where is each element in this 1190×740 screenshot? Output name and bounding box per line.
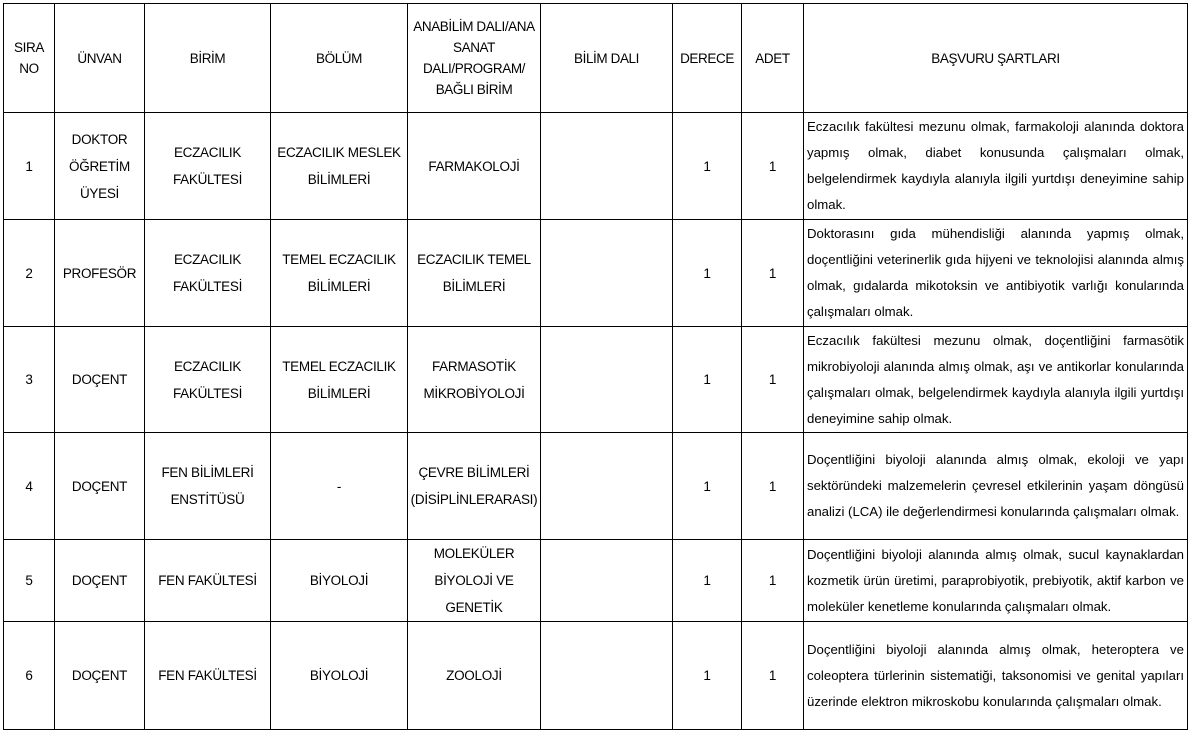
cell-sira: 1 xyxy=(4,113,55,220)
positions-table xyxy=(3,3,1188,730)
header-derece: DERECE xyxy=(673,4,742,113)
cell-sartlar: Eczacılık fakültesi mezunu olmak, doçentliğini farmasötik mikrobiyoloji alanında almış olmak, aşı ve antikorlar konularında çalışmaları olmak, belgelendirmek kaydıyla alanıyla ilgili yurtdışı deneyimine sahip olmak. xyxy=(804,327,1188,433)
cell-sira: 2 xyxy=(4,220,55,327)
cell-anabilim: ÇEVRE BİLİMLERİ (DİSİPLİNLERARASI) xyxy=(408,433,541,540)
cell-anabilim: ECZACILIK TEMEL BİLİMLERİ xyxy=(408,220,541,327)
cell-bilim xyxy=(541,113,673,220)
header-basvuru-sartlari: BAŞVURU ŞARTLARI xyxy=(804,4,1188,113)
cell-birim: FEN FAKÜLTESİ xyxy=(145,622,271,730)
header-anabilim-dali: ANABİLİM DALI/ANA SANAT DALI/PROGRAM/ BAĞLI BİRİM xyxy=(408,4,541,113)
cell-bolum: TEMEL ECZACILIK BİLİMLERİ xyxy=(271,220,408,327)
cell-derece: 1 xyxy=(673,622,742,730)
cell-unvan: DOKTOR ÖĞRETİM ÜYESİ xyxy=(55,113,145,220)
cell-bolum: BİYOLOJİ xyxy=(271,540,408,622)
cell-bilim xyxy=(541,433,673,540)
header-sira-no: SIRA NO xyxy=(4,4,55,113)
cell-anabilim: FARMAKOLOJİ xyxy=(408,113,541,220)
header-adet: ADET xyxy=(742,4,804,113)
cell-birim: ECZACILIK FAKÜLTESİ xyxy=(145,113,271,220)
cell-unvan: PROFESÖR xyxy=(55,220,145,327)
header-row xyxy=(4,4,1188,113)
cell-adet: 1 xyxy=(742,113,804,220)
table-row xyxy=(4,113,1188,220)
cell-anabilim: MOLEKÜLER BİYOLOJİ VE GENETİK xyxy=(408,540,541,622)
cell-sartlar: Doktorasını gıda mühendisliği alanında yapmış olmak, doçentliğini veterinerlik gıda hijyeni ve teknolojisi alanında almış olmak, gıdalarda mikotoksin ve antibiyotik varlığı konularında çalışmaları olmak. xyxy=(804,220,1188,327)
table-row xyxy=(4,540,1188,622)
cell-adet: 1 xyxy=(742,220,804,327)
cell-bilim xyxy=(541,327,673,433)
cell-derece: 1 xyxy=(673,540,742,622)
cell-bolum: ECZACILIK MESLEK BİLİMLERİ xyxy=(271,113,408,220)
cell-bolum: TEMEL ECZACILIK BİLİMLERİ xyxy=(271,327,408,433)
cell-sira: 3 xyxy=(4,327,55,433)
cell-bolum: - xyxy=(271,433,408,540)
cell-adet: 1 xyxy=(742,327,804,433)
cell-bilim xyxy=(541,540,673,622)
cell-derece: 1 xyxy=(673,433,742,540)
cell-sartlar: Doçentliğini biyoloji alanında almış olmak, heteroptera ve coleoptera türlerinin sistematiği, taksonomisi ve genital yapıları üzerinde elektron mikroskobu konularında çalışmaları olmak. xyxy=(804,622,1188,730)
cell-sira: 6 xyxy=(4,622,55,730)
header-bilim-dali: BİLİM DALI xyxy=(541,4,673,113)
table-row xyxy=(4,220,1188,327)
cell-anabilim: FARMASOTİK MİKROBİYOLOJİ xyxy=(408,327,541,433)
cell-birim: FEN BİLİMLERİ ENSTİTÜSÜ xyxy=(145,433,271,540)
cell-sartlar: Doçentliğini biyoloji alanında almış olmak, sucul kaynaklardan kozmetik ürün üretimi, paraprobiyotik, prebiyotik, aktif karbon ve moleküler kenetleme konularında çalışmaları olmak. xyxy=(804,540,1188,622)
cell-sartlar: Doçentliğini biyoloji alanında almış olmak, ekoloji ve yapı sektöründeki malzemelerin çevresel etkilerinin yaşam döngüsü analizi (LCA) ile değerlendirmesi konularında çalışmaları olmak. xyxy=(804,433,1188,540)
cell-unvan: DOÇENT xyxy=(55,327,145,433)
cell-derece: 1 xyxy=(673,113,742,220)
header-unvan: ÜNVAN xyxy=(55,4,145,113)
cell-bolum: BİYOLOJİ xyxy=(271,622,408,730)
cell-bilim xyxy=(541,622,673,730)
cell-derece: 1 xyxy=(673,220,742,327)
cell-unvan: DOÇENT xyxy=(55,540,145,622)
cell-unvan: DOÇENT xyxy=(55,433,145,540)
cell-sira: 4 xyxy=(4,433,55,540)
cell-adet: 1 xyxy=(742,622,804,730)
table-row xyxy=(4,433,1188,540)
cell-birim: ECZACILIK FAKÜLTESİ xyxy=(145,220,271,327)
cell-bilim xyxy=(541,220,673,327)
cell-unvan: DOÇENT xyxy=(55,622,145,730)
header-birim: BİRİM xyxy=(145,4,271,113)
cell-birim: FEN FAKÜLTESİ xyxy=(145,540,271,622)
cell-sartlar: Eczacılık fakültesi mezunu olmak, farmakoloji alanında doktora yapmış olmak, diabet konusunda çalışmaları olmak, belgelendirmek kaydıyla alanıyla ilgili yurtdışı deneyimine sahip olmak. xyxy=(804,113,1188,220)
cell-adet: 1 xyxy=(742,433,804,540)
table-row xyxy=(4,327,1188,433)
cell-birim: ECZACILIK FAKÜLTESİ xyxy=(145,327,271,433)
cell-anabilim: ZOOLOJİ xyxy=(408,622,541,730)
cell-adet: 1 xyxy=(742,540,804,622)
cell-sira: 5 xyxy=(4,540,55,622)
header-bolum: BÖLÜM xyxy=(271,4,408,113)
cell-derece: 1 xyxy=(673,327,742,433)
table-row xyxy=(4,622,1188,730)
